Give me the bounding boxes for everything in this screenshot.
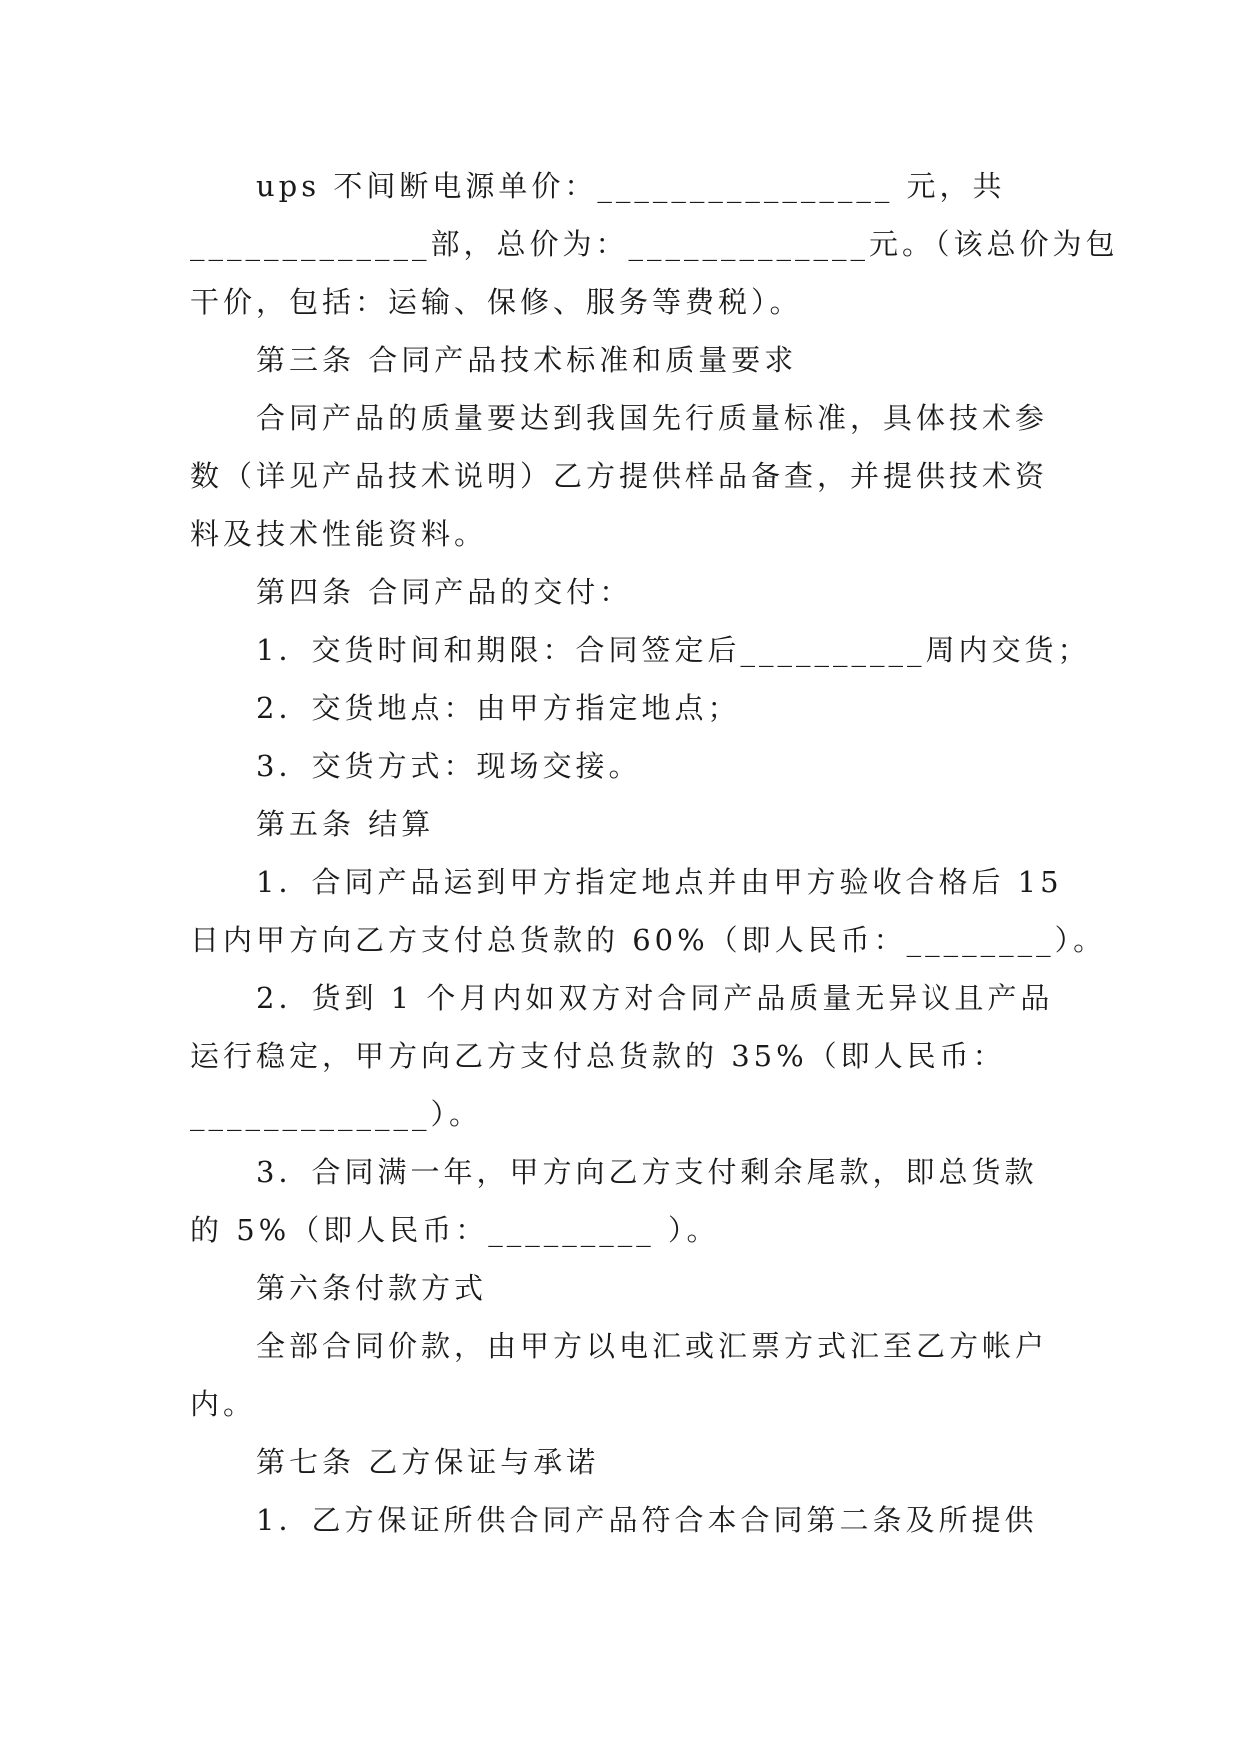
settlement-item-3-line-1: 3．合同满一年，甲方向乙方支付剩余尾款，即总货款 — [256, 1155, 1038, 1189]
settlement-item-2-line-2: 运行稳定，甲方向乙方支付总货款的 35%（即人民币： — [190, 1039, 1006, 1073]
article-3-heading: 第三条 合同产品技术标准和质量要求 — [256, 343, 798, 377]
article-7-heading: 第七条 乙方保证与承诺 — [256, 1445, 600, 1479]
article-6-heading: 第六条付款方式 — [256, 1271, 488, 1305]
settlement-item-3-line-2: 的 5%（即人民币：_________ ）。 — [190, 1213, 720, 1247]
settlement-item-2-line-3: _____________）。 — [190, 1097, 483, 1131]
text-line-quality-1: 合同产品的质量要达到我国先行质量标准，具体技术参 — [256, 401, 1049, 435]
text-line-unit-price: ups 不间断电源单价：________________ 元，共 — [256, 169, 1006, 203]
payment-method-line-1: 全部合同价款，由甲方以电汇或汇票方式汇至乙方帐户 — [256, 1329, 1049, 1363]
settlement-item-1-line-2: 日内甲方向乙方支付总货款的 60%（即人民币：________）。 — [190, 923, 1107, 957]
settlement-item-2-line-1: 2．货到 1 个月内如双方对合同产品质量无异议且产品 — [256, 981, 1054, 1015]
delivery-item-1: 1．交货时间和期限：合同签定后__________周内交货； — [256, 633, 1091, 667]
delivery-item-2: 2．交货地点：由甲方指定地点； — [256, 691, 741, 725]
article-5-heading: 第五条 结算 — [256, 807, 435, 841]
payment-method-line-2: 内。 — [190, 1387, 257, 1421]
text-line-total-price: _____________部，总价为：_____________元。（该总价为包 — [190, 227, 1119, 261]
guarantee-item-1: 1．乙方保证所供合同产品符合本合同第二条及所提供 — [256, 1503, 1038, 1537]
text-line-quality-3: 料及技术性能资料。 — [190, 517, 488, 551]
text-line-quality-2: 数（详见产品技术说明）乙方提供样品备查，并提供技术资 — [190, 459, 1049, 493]
article-4-heading: 第四条 合同产品的交付： — [256, 575, 633, 609]
text-line-price-includes: 干价，包括：运输、保修、服务等费税）。 — [190, 285, 803, 319]
settlement-item-1-line-1: 1．合同产品运到甲方指定地点并由甲方验收合格后 15 — [256, 865, 1063, 899]
delivery-item-3: 3．交货方式：现场交接。 — [256, 749, 642, 783]
